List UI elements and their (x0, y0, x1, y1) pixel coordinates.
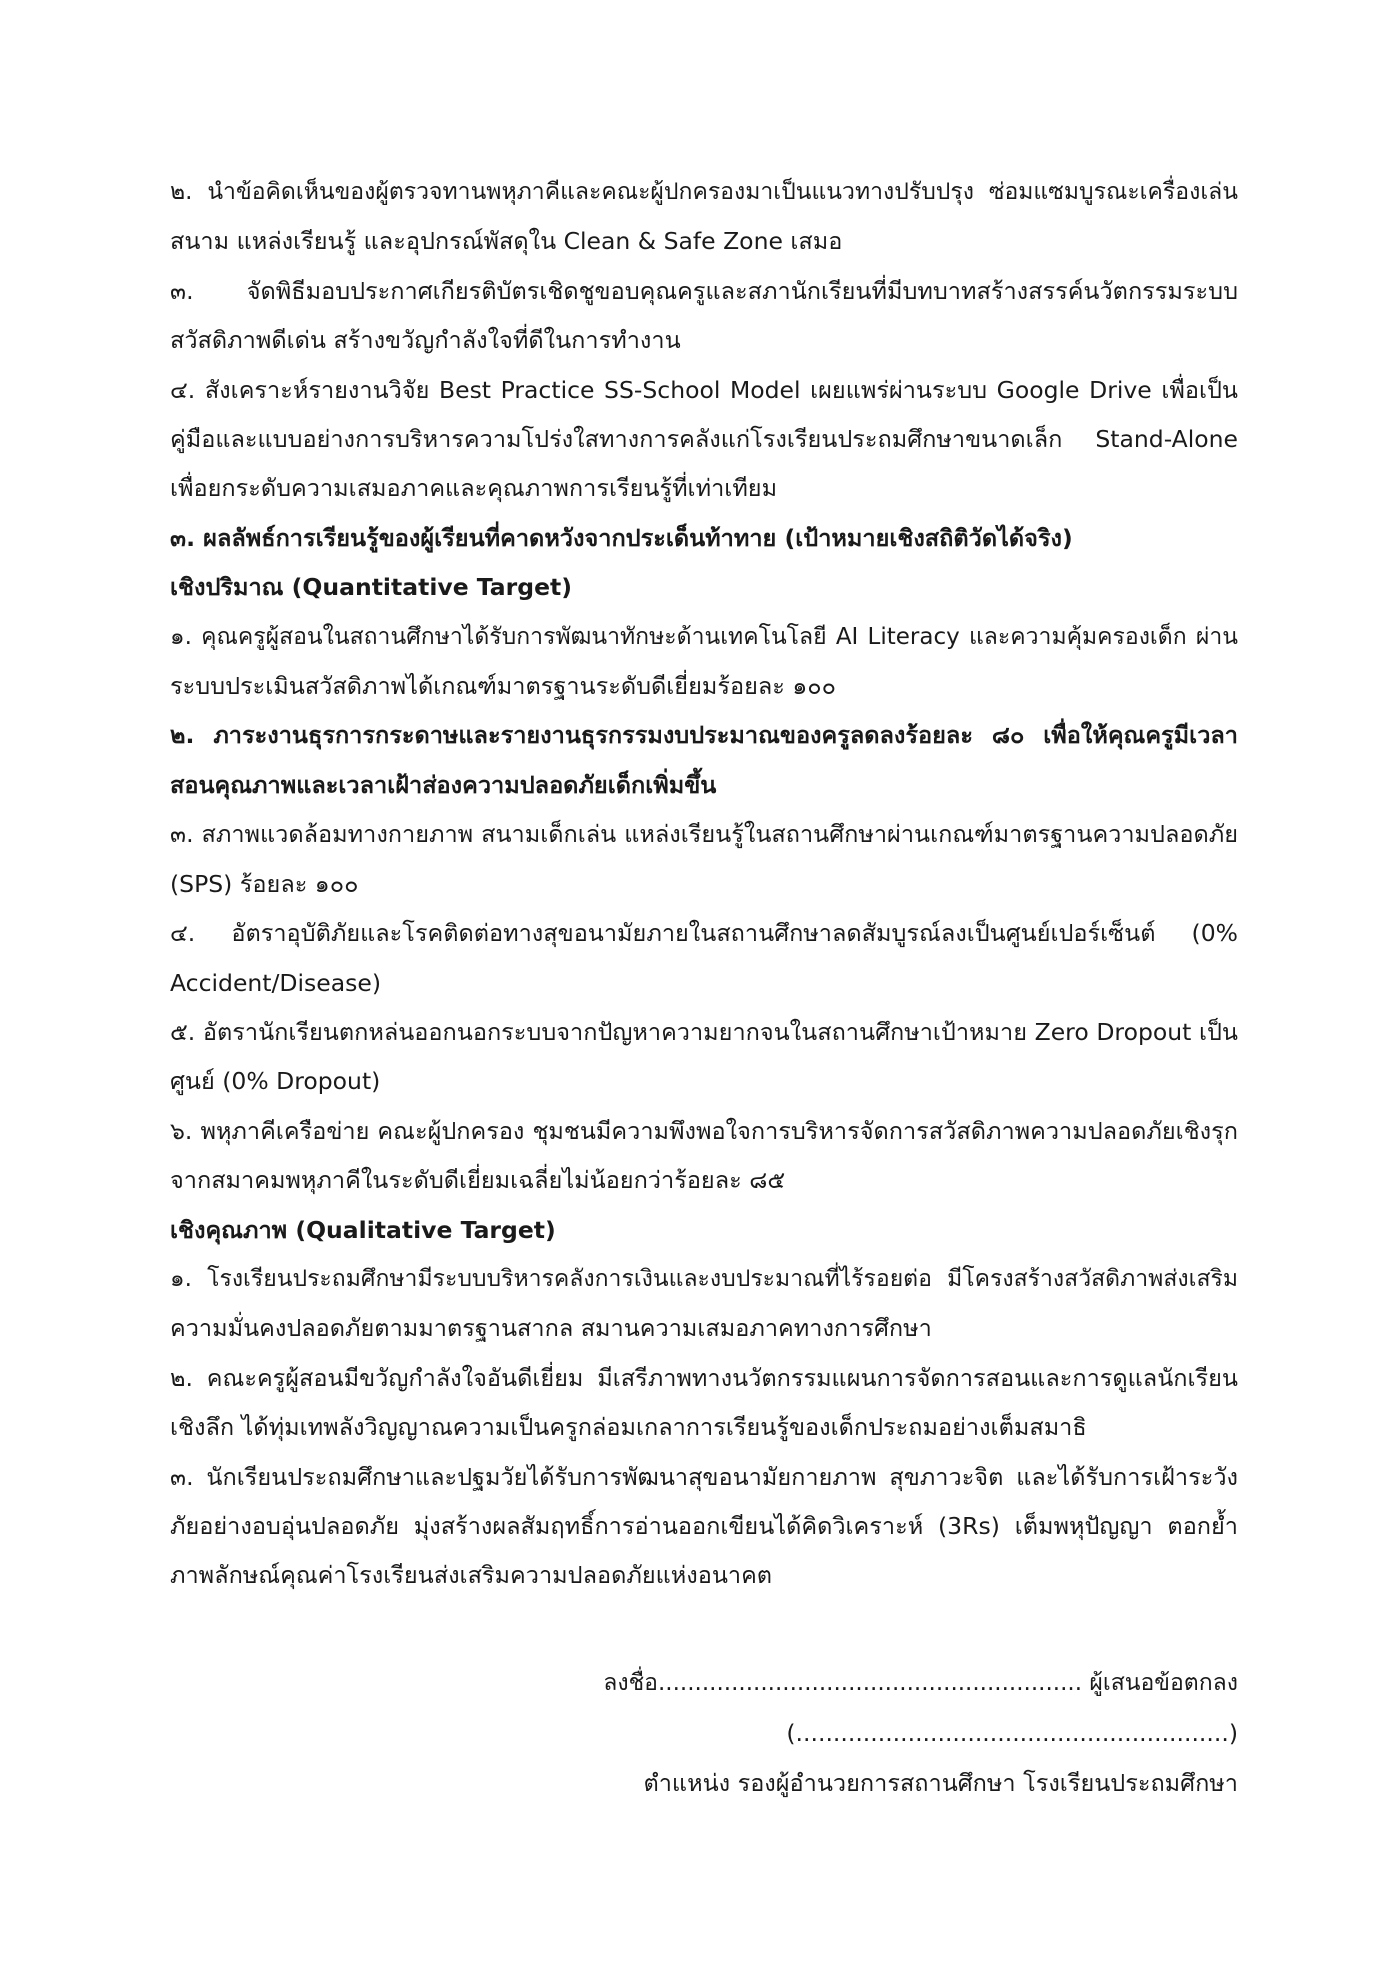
paragraph-line: จากสมาคมพหุภาคีในระดับดีเยี่ยมเฉลี่ยไม่น้อยกว่าร้อยละ ๘๕ (170, 1166, 786, 1195)
paragraph-line: (SPS) ร้อยละ ๑๐๐ (170, 869, 359, 898)
heading-line: ๓. ผลลัพธ์การเรียนรู้ของผู้เรียนที่คาดหวังจากประเด็นท้าทาย (เป้าหมายเชิงสถิติวัดได้จริง) (170, 523, 1073, 552)
paragraph-line: ภัยอย่างอบอุ่นปลอดภัย มุ่งสร้างผลสัมฤทธิ์การอ่านออกเขียนได้คิดวิเคราะห์ (3Rs) เต็มพหุปัญญา ตอกย้ำ (170, 1511, 1238, 1540)
paragraph-line: ๑. โรงเรียนประถมศึกษามีระบบบริหารคลังการเงินและงบประมาณที่ไร้รอยต่อ มีโครงสร้างสวัสดิภาพส่งเสริม (170, 1265, 1238, 1292)
paragraph-line: Accident/Disease) (170, 968, 382, 997)
paragraph-line: คู่มือและแบบอย่างการบริหารความโปร่งใสทางการคลังแก่โรงเรียนประถมศึกษาขนาดเล็ก Stand-Alone (170, 425, 1238, 454)
signature-block (598, 1658, 1238, 1808)
paragraph-line: ศูนย์ (0% Dropout) (170, 1067, 381, 1096)
paragraph-line: สวัสดิภาพดีเด่น สร้างขวัญกำลังใจที่ดีในการทำงาน (170, 326, 681, 355)
signature-sign-line: ลงชื่อ.......................................................... ผู้เสนอข้อตกลง (603, 1670, 1238, 1696)
heading-line: เชิงคุณภาพ (Qualitative Target) (170, 1215, 556, 1244)
paragraph-line: ๖. พหุภาคีเครือข่าย คณะผู้ปกครอง ชุมชนมีความพึงพอใจการบริหารจัดการสวัสดิภาพความปลอดภัยเชิงรุก (170, 1116, 1238, 1145)
paragraph-line: ๕. อัตรานักเรียนตกหล่นออกนอกระบบจากปัญหาความยากจนในสถานศึกษาเป้าหมาย Zero Dropout เป็น (170, 1017, 1238, 1046)
paragraph-line: ๒. คณะครูผู้สอนมีขวัญกำลังใจอันดีเยี่ยม มีเสรีภาพทางนวัตกรรมแผนการจัดการสอนและการดูแลนักเรียน (170, 1363, 1238, 1392)
heading-line: ๒. ภาระงานธุรการกระดาษและรายงานธุรกรรมงบประมาณของครูลดลงร้อยละ ๘๐ เพื่อให้คุณครูมีเวลา (170, 721, 1238, 750)
paragraph-line: สนาม แหล่งเรียนรู้ และอุปกรณ์พัสดุใน Clean & Safe Zone เสมอ (170, 227, 843, 256)
paragraph-line: ๔. อัตราอุบัติภัยและโรคติดต่อทางสุขอนามัยภายในสถานศึกษาลดสัมบูรณ์ลงเป็นศูนย์เปอร์เซ็นต์ (0% (170, 919, 1238, 948)
paragraph-line: ๓. นักเรียนประถมศึกษาและปฐมวัยได้รับการพัฒนาสุขอนามัยกายภาพ สุขภาวะจิต และได้รับการเฝ้าระวัง (170, 1462, 1238, 1491)
paragraph-line: เชิงลึก ได้ทุ่มเทพลังวิญญาณความเป็นครูกล่อมเกลาการเรียนรู้ของเด็กประถมอย่างเต็มสมาธิ (170, 1413, 1087, 1442)
paragraph-line: ๔. สังเคราะห์รายงานวิจัย Best Practice SS-School Model เผยแพร่ผ่านระบบ Google Drive เพื่อเป็น (170, 375, 1238, 404)
heading-line: เชิงปริมาณ (Quantitative Target) (170, 573, 572, 602)
paragraph-line: ภาพลักษณ์คุณค่าโรงเรียนส่งเสริมความปลอดภัยแห่งอนาคต (170, 1561, 773, 1590)
paragraph-line: เพื่อยกระดับความเสมอภาคและคุณภาพการเรียนรู้ที่เท่าเทียม (170, 474, 778, 503)
signature-name-line: (..........................................................) (786, 1719, 1238, 1747)
paragraph-line: ๓. สภาพแวดล้อมทางกายภาพ สนามเด็กเล่น แหล่งเรียนรู้ในสถานศึกษาผ่านเกณฑ์มาตรฐานความปลอดภัย (170, 820, 1238, 849)
paragraph-line: ความมั่นคงปลอดภัยตามมาตรฐานสากล สมานความเสมอภาคทางการศึกษา (170, 1314, 932, 1343)
paragraph-line: ๓. จัดพิธีมอบประกาศเกียรติบัตรเชิดชูขอบคุณครูและสภานักเรียนที่มีบทบาทสร้างสรรค์นวัตกรรมระบบ (170, 276, 1238, 305)
paragraph-line: ๑. คุณครูผู้สอนในสถานศึกษาได้รับการพัฒนาทักษะด้านเทคโนโลยี AI Literacy และความคุ้มครองเด็ก ผ่าน (170, 623, 1238, 650)
document-body (170, 168, 1238, 1601)
paragraph-line: ระบบประเมินสวัสดิภาพได้เกณฑ์มาตรฐานระดับดีเยี่ยมร้อยละ ๑๐๐ (170, 672, 836, 701)
paragraph-line: ๒. นำข้อคิดเห็นของผู้ตรวจทานพหุภาคีและคณะผู้ปกครองมาเป็นแนวทางปรับปรุง ซ่อมแซมบูรณะเครื่องเล่น (170, 179, 1238, 205)
heading-line: สอนคุณภาพและเวลาเฝ้าส่องความปลอดภัยเด็กเพิ่มขึ้น (170, 770, 717, 799)
signature-position-line: ตำแหน่ง รองผู้อำนวยการสถานศึกษา โรงเรียนประถมศึกษา (643, 1769, 1238, 1797)
